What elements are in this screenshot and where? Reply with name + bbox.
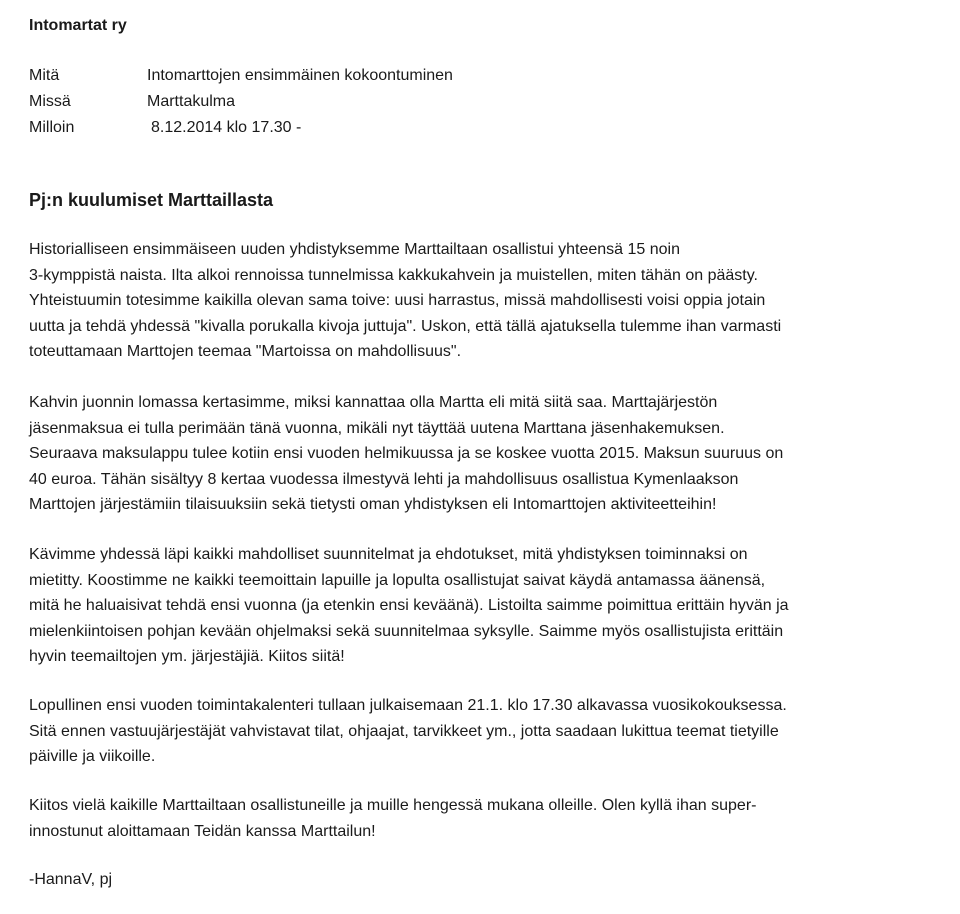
text-line: Marttojen järjestämiin tilaisuuksiin sekä tietysti oman yhdistyksen eli Intomarttojen aktiviteetteihin! bbox=[29, 496, 717, 514]
text-line: Historialliseen ensimmäiseen uuden yhdistyksemme Marttailtaan osallistui yhteensä 15 noin bbox=[29, 241, 680, 258]
text-line: mitä he haluaisivat tehdä ensi vuonna (ja etenkin ensi keväänä). Listoilta saimme poimittua erittäin hyvän ja bbox=[29, 597, 789, 615]
meta-row-when bbox=[29, 115, 453, 141]
paragraph bbox=[29, 390, 783, 518]
meta-row-where bbox=[29, 89, 453, 115]
meta-value: Marttakulma bbox=[147, 93, 236, 110]
meta-row-what bbox=[29, 63, 453, 89]
meta-value: Intomarttojen ensimmäinen kokoontuminen bbox=[147, 67, 453, 84]
text-line: 40 euroa. Tähän sisältyy 8 kertaa vuodessa ilmestyvä lehti ja mahdollisuus osallistua Kymenlaakson bbox=[29, 470, 739, 488]
text-line: uutta ja tehdä yhdessä "kivalla porukalla kivoja juttuja". Uskon, että tällä ajatuksella tulemme ihan varmasti bbox=[29, 317, 782, 335]
text-line: Kiitos vielä kaikille Marttailtaan osallistuneille ja muille hengessä mukana olleille. Olen kyllä ihan super- bbox=[29, 797, 757, 814]
text-line: Sitä ennen vastuujärjestäjät vahvistavat tilat, ohjaajat, tarvikkeet ym., jotta saadaan lukittua teemat tietyille bbox=[29, 722, 779, 740]
text-line: päiville ja viikoille. bbox=[29, 748, 156, 766]
paragraph bbox=[29, 542, 789, 670]
text-line: Yhteistuumin totesimme kaikilla olevan sama toive: uusi harrastus, missä mahdollisesti voisi oppia jotain bbox=[29, 292, 766, 310]
text-line: Seuraava maksulappu tulee kotiin ensi vuoden helmikuussa ja se koskee vuotta 2015. Maksun suuruus on bbox=[29, 445, 784, 463]
paragraph bbox=[29, 237, 781, 365]
text-line: toteuttamaan Marttojen teemaa "Martoissa on mahdollisuus". bbox=[29, 343, 462, 361]
text-line: mielenkiintoisen pohjan kevään ohjelmaksi sekä suunnitelmaa syksylle. Saimme myös osallistujista erittäin bbox=[29, 622, 784, 640]
text-line: Kävimme yhdessä läpi kaikki mahdolliset suunnitelmat ja ehdotukset, mitä yhdistyksen toiminnaksi on bbox=[29, 546, 748, 563]
text-line: mietitty. Koostimme ne kaikki teemoittain lapuille ja lopulta osallistujat saivat käydä antamassa äänensä, bbox=[29, 571, 766, 589]
organization-name: Intomartat ry bbox=[29, 17, 127, 34]
text-line: Lopullinen ensi vuoden toimintakalenteri tullaan julkaisemaan 21.1. klo 17.30 alkavassa vuosikokouksessa. bbox=[29, 697, 787, 714]
text-line: Kahvin juonnin lomassa kertasimme, miksi kannattaa olla Martta eli mitä siitä saa. Marttajärjestön bbox=[29, 394, 718, 411]
meta-label: Mitä bbox=[29, 67, 60, 84]
signature: -HannaV, pj bbox=[29, 871, 113, 888]
text-line: 3-kymppistä naista. Ilta alkoi rennoissa tunnelmissa kakkukahvein ja muistellen, miten tähän on päästy. bbox=[29, 266, 758, 284]
section-heading: Pj:n kuulumiset Marttaillasta bbox=[29, 190, 274, 210]
paragraph bbox=[29, 793, 756, 844]
meta-label: Missä bbox=[29, 93, 71, 110]
meta-label: Milloin bbox=[29, 119, 75, 136]
paragraph bbox=[29, 693, 787, 770]
meta-value: 8.12.2014 klo 17.30 - bbox=[151, 119, 302, 136]
text-line: jäsenmaksua ei tulla perimään tänä vuonna, mikäli nyt täyttää uutena Marttana jäsenhakemuksen. bbox=[29, 419, 725, 437]
text-line: innostunut aloittamaan Teidän kanssa Marttailun! bbox=[29, 822, 376, 840]
meeting-info bbox=[29, 63, 453, 141]
text-line: hyvin teemailtojen ym. järjestäjiä. Kiitos siitä! bbox=[29, 648, 345, 666]
